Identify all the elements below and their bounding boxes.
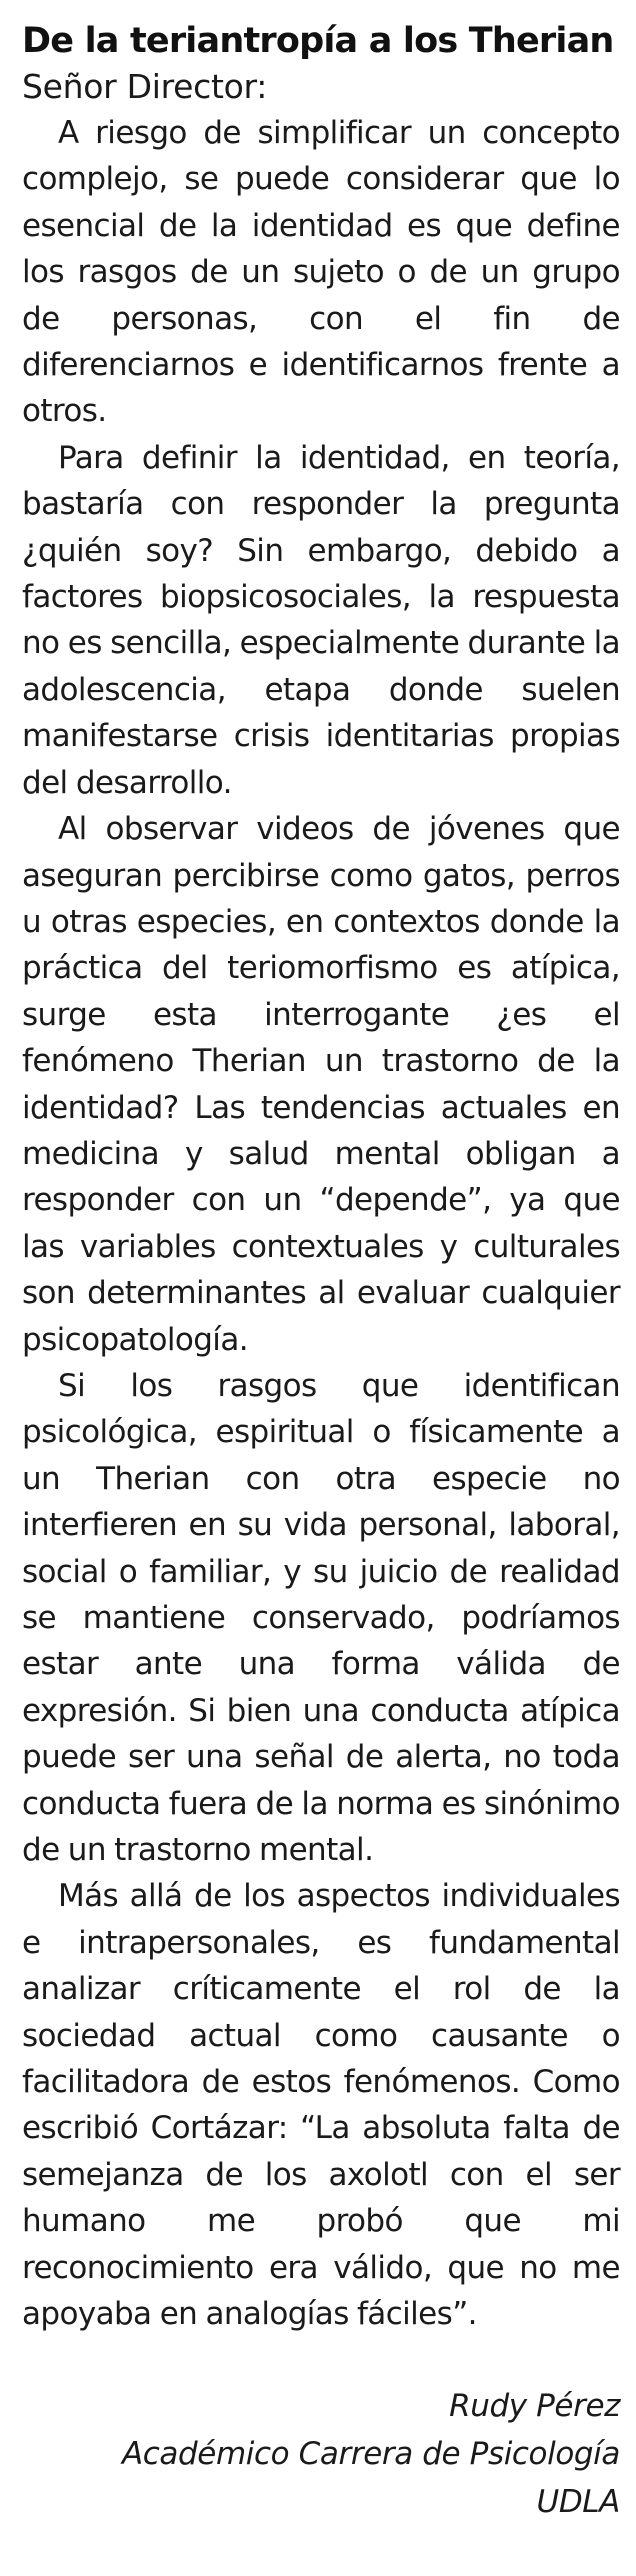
paragraph: Más allá de los aspectos individuales e intrapersonales, es fundamental analizar críticamente el rol de la sociedad actual como causante o facilitadora de estos fenómenos. Como escribió Cortázar: “La absoluta falta de semejanza de los axolotl con el ser humano me probó que mi reconocimiento era válido, que no me apoyaba en analogías fáciles”. [22, 1878, 620, 2333]
paragraph: Para definir la identidad, en teoría, bastaría con responder la pregunta ¿quién soy? Sin embargo, debido a factores biopsicosociales, la respuesta no es sencilla, especialmente durante la adolescencia, etapa donde suelen manifestarse crisis identitarias propias del desarrollo. [22, 439, 620, 801]
signature-block [20, 2382, 620, 2526]
paragraph: Si los rasgos que identifican psicológica, espiritual o físicamente a un Therian con otra especie no interfieren en su vida personal, laboral, social o familiar, y su juicio de realidad se mantiene conservado, podríamos estar ante una forma válida de expresión. Si bien una conducta atípica puede ser una señal de alerta, no toda conducta fuera de la norma es sinónimo de un trastorno mental. [22, 1367, 620, 1869]
headline: De la teriantropía a los Therian [22, 21, 614, 61]
author-title: Académico Carrera de Psicología [121, 2436, 620, 2472]
paragraph: A riesgo de simplificar un concepto complejo, se puede considerar que lo esencial de la identidad es que define los rasgos de un sujeto o de un grupo de personas, con el fin de diferenciarnos e identificarnos frente a otros. [22, 115, 620, 430]
author-institution: UDLA [536, 2484, 620, 2520]
paragraph: Al observar videos de jóvenes que aseguran percibirse como gatos, perros u otras especies, en contextos donde la práctica del teriomorfismo es atípica, surge esta interrogante ¿es el fenómeno Therian un trastorno de la identidad? Las tendencias actuales en medicina y salud mental obligan a responder con un “depende”, ya que las variables contextuales y culturales son determinantes al evaluar cualquier psicopatología. [22, 811, 620, 1358]
salutation: Señor Director: [22, 67, 268, 106]
author-name: Rudy Pérez [449, 2388, 620, 2424]
